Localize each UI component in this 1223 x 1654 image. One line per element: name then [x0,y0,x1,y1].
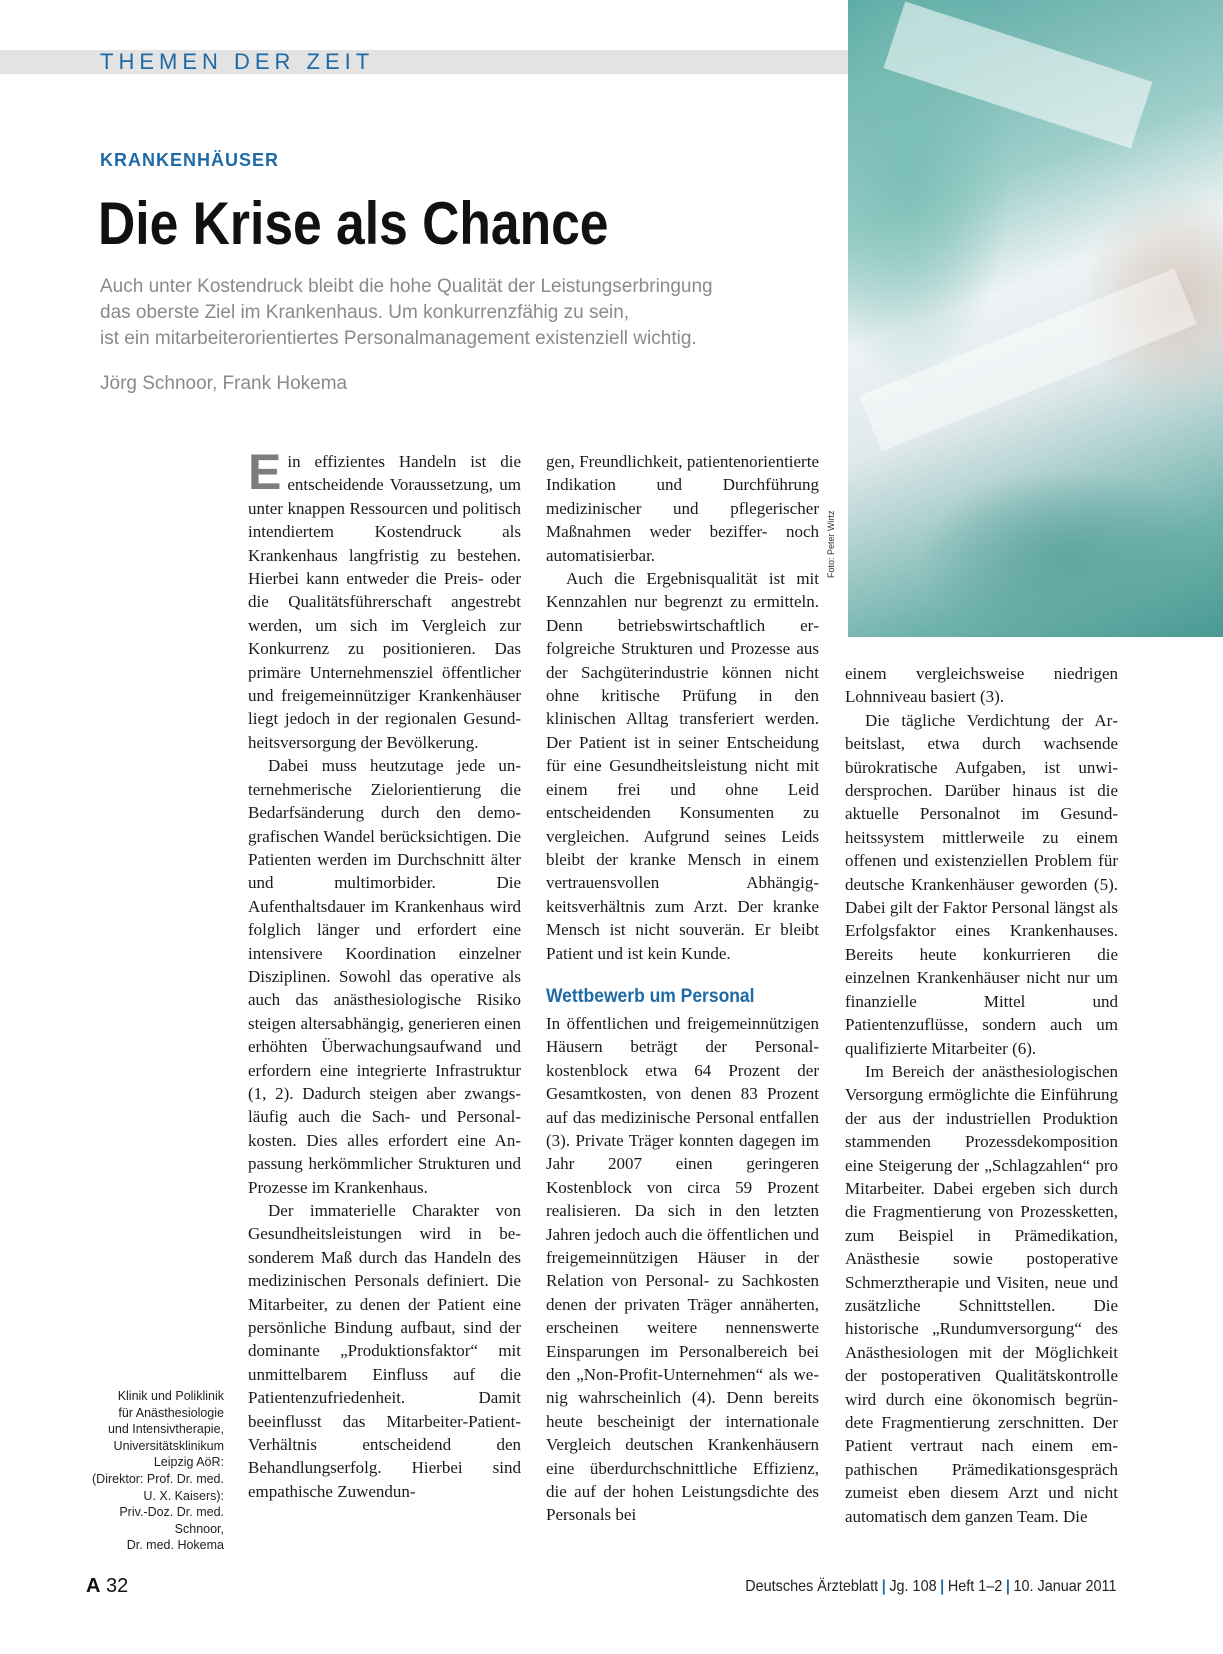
header-photo [848,0,1223,637]
journal-date: 10. Januar 2011 [1013,1578,1117,1595]
article-column-2 [546,450,819,1550]
lead-line: ist ein mitarbeiterorientiertes Personalmanagement existenziell wichtig. [100,328,697,349]
affiliation-line: Leipzig AöR: [153,1455,224,1470]
paragraph: In öffentlichen und freigemeinnützigen Häusern beträgt der Personalkostenblock etwa 64 Prozent der Gesamtkosten, von denen 83 Prozent auf das medizinische Personal entfallen (3). Private Träger konnten dagegen im Jahr 2007 einen geringeren Kostenblock von circa 59 Prozent realisieren. Da sich in den letzten Jahren jedoch auch die öffentlichen und freigemeinnützigen Häuser in der Relation von Personal- zu Sachkosten denen der privaten Träger annäherten, erscheinen weitere nennenswerte Einsparungen im Personalbereich bei den „Non-Profit-Unternehmen“ als wenig wahrscheinlich (4). Denn bereits heute bescheinigt der internationale Vergleich deutschen Krankenhäusern eine überdurchschnittliche Effizienz, die auf der hohen Leistungsdichte des Personals bei [546,1013,819,1525]
footer-separator: | [882,1578,887,1595]
paragraph: einem vergleichsweise niedrigen Lohnniveau basiert (3). [845,664,1118,707]
lead-line: Auch unter Kostendruck bleibt die hohe Qualität der Leistungserbringung [100,276,713,297]
dropcap: E [248,444,282,500]
affiliation-line: für Anästhesiologie [118,1405,224,1420]
journal-footer [746,1578,1117,1596]
affiliation-line: Dr. med. Hokema [126,1538,224,1553]
subheading: Wettbewerb um Personal [546,985,755,1007]
kicker: KRANKENHÄUSER [100,150,280,170]
author-affiliation [60,1388,224,1554]
article-column-1 [248,444,521,1550]
page-prefix: A [86,1575,101,1597]
lead [100,274,850,352]
paragraph-text: in effizientes Handeln ist die entscheidende Voraussetzung, um unter knappen Ressourcen und politisch intendiertem Kostendruck als Krankenhaus langfristig zu bestehen. Hierbei kann entweder die Preis- oder die Qualitätsführerschaft angestrebt werden, um sich im Vergleich zur Konkurrenz zu positionieren. Das primäre Unternehmensziel öffentlicher und freigemeinnütziger Krankenhäuser liegt jedoch in der regionalen Gesundheitsversorgung der Bevölkerung. [248,452,521,752]
footer-separator: | [940,1578,945,1595]
paragraph [248,444,521,754]
lead-line: das oberste Ziel im Krankenhaus. Um konkurrenzfähig zu sein, [100,302,630,323]
paragraph: gen, Freundlichkeit, patientenorientierte Indikation und Durchführung medizinischer und pflegerischer Maßnahmen weder beziffer- noch automatisierbar. [546,452,819,565]
photo-fold [884,2,1153,149]
affiliation-line: Klinik und Poliklinik [117,1389,224,1403]
paragraph: Die tägliche Verdichtung der Arbeitslast, etwa durch wachsende bürokratische Aufgaben, ist unwidersprochen. Darüber hinaus ist die aktuelle Personalnot im Gesundheitssystem mittlerweile zu einem offenen und existenziellen Problem für deutsche Krankenhäuser geworden (5). Dabei gilt der Faktor Personal längst als Erfolgsfaktor eines Krankenhauses. Bereits heute konkurrieren die einzelnen Krankenhäuser nicht nur um finanzielle Mittel und Patientenzuflüsse, sondern auch um qualifizierte Mitarbeiter (6). [845,710,1118,1058]
section-label: THEMEN DER ZEIT [100,49,375,74]
journal-issue: Heft 1–2 [948,1578,1003,1595]
affiliation-line: Schnoor, [174,1521,224,1536]
affiliation-line: Priv.-Doz. Dr. med. [119,1505,224,1520]
footer-separator: | [1006,1578,1011,1595]
page-number [86,1575,128,1598]
affiliation-line: U. X. Kaisers): [143,1488,224,1503]
paragraph: Im Bereich der anästhesiologischen Versorgung ermöglichte die Einführung der aus der industriellen Produktion stammenden Prozessdekomposition eine Steigerung der „Schlagzahlen“ pro Mitarbeiter. Dabei ergeben sich durch die Fragmentierung von Prozessketten, zum Beispiel in Prämedikation, Anästhesie sowie postoperative Schmerztherapie und Visiten, neue und zusätzliche Schnittstellen. Die historische „Rundumversorgung“ des Anästhesiologen mit der Möglichkeit der postoperativen Qualitätskontrolle wird durch eine ökonomisch begründete Fragmentierung zerschnitten. Der Patient vertraut nach einem empathischen Prämedikationsgespräch zumeist eben diesem Arzt und nicht automatisch dem ganzen Team. Die [845,1061,1118,1526]
authors: Jörg Schnoor, Frank Hokema [100,373,348,394]
journal-name: Deutsches Ärzteblatt [745,1578,879,1595]
headline: Die Krise als Chance [98,190,609,257]
affiliation-line: und Intensivtherapie, [107,1422,224,1437]
photo-credit: Foto: Peter Wirtz [826,510,836,578]
paragraph: Dabei muss heutzutage jede unternehmerische Zielorientierung die Bedarfsänderung durch den demografischen Wandel berücksichtigen. Die Patienten werden im Durchschnitt älter und multimorbider. Die Aufenthaltsdauer im Krankenhaus wird folglich länger und erfordert eine intensivere Koordination einzelner Disziplinen. Sowohl das operative als auch das anästhesiologische Risiko steigen altersabhängig, generieren einen erhöhten Überwachungsaufwand und erfordern eine integrierte Infrastruktur (1, 2). Dadurch steigen aber zwangsläufig auch die Sach- und Personalkosten. Dies alles erfordert eine Anpassung herkömmlicher Strukturen und Prozesse im Krankenhaus. [248,756,521,1197]
paragraph: Der immaterielle Charakter von Gesundheitsleistungen wird in besonderem Maß durch das Handeln des medizinischen Personals definiert. Die Mitarbeiter, zu denen der Patient eine persönliche Bindung aufbaut, sind der dominante „Produktionsfaktor“ mit unmittelbarem Einfluss auf die Patientenzufriedenheit. Damit beeinflusst das Mitarbeiter-Patient-Verhältnis entscheidend den Behandlungserfolg. Hierbei sind empathische Zuwendun- [248,1201,521,1501]
photo-fold [859,269,1197,452]
paragraph: Auch die Ergebnisqualität ist mit Kennzahlen nur begrenzt zu ermitteln. Denn betriebswirtschaftlich erfolgreiche Strukturen und Prozesse aus der Sachgüterindustrie können nicht ohne kritische Prüfung in den klinischen Alltag transferiert werden. Der Patient ist in seiner Entscheidung für eine Gesundheitsleistung nicht mit einem frei und ohne Leid entscheidenden Konsumenten zu vergleichen. Aufgrund seines Leids bleibt der kranke Mensch in einem vertrauensvollen Abhängigkeitsverhältnis zum Arzt. Der kranke Mensch ist nicht souverän. Er bleibt Patient und ist kein Kunde. [546,569,819,963]
page-number-value: 32 [106,1575,129,1597]
article-column-3 [845,662,1118,1552]
journal-volume: Jg. 108 [889,1578,938,1595]
affiliation-line: (Direktor: Prof. Dr. med. [92,1471,224,1486]
affiliation-line: Universitätsklinikum [113,1438,224,1453]
